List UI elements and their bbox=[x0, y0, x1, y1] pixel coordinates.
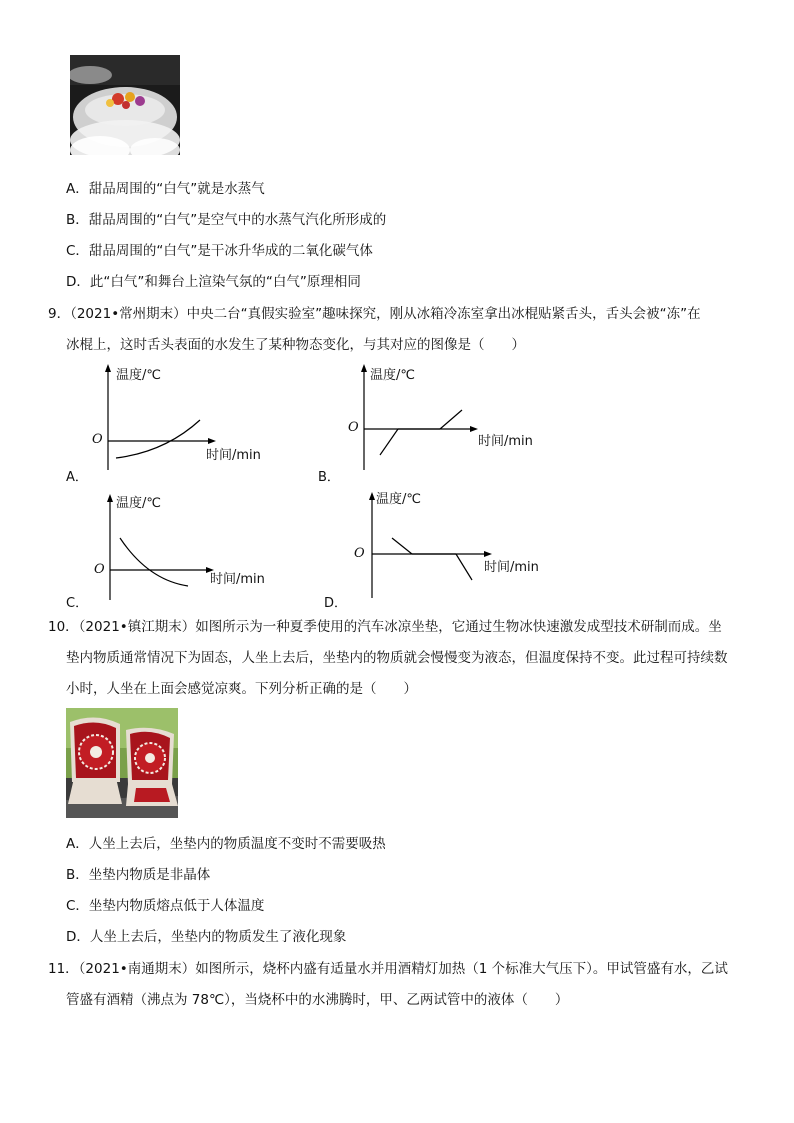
q10-option-c: C．坐垫内物质熔点低于人体温度 bbox=[66, 898, 265, 914]
graph-a bbox=[60, 362, 300, 486]
q11-stem-line1: 11．（2021•南通期末）如图所示，烧杯内盛有适量水并用酒精灯加热（1 个标准大气压下）。甲试管盛有水，乙试 bbox=[48, 961, 728, 977]
graph-c-xlabel: 时间/min bbox=[210, 572, 265, 587]
graph-a-svg bbox=[60, 362, 300, 486]
graph-a-ylabel: 温度/℃ bbox=[116, 368, 161, 383]
graph-d-xlabel: 时间/min bbox=[484, 560, 539, 575]
q8-option-c: C．甜品周围的“白气”是干冰升华成的二氧化碳气体 bbox=[66, 243, 373, 259]
graph-d-letter: D． bbox=[324, 596, 348, 611]
graph-c-letter: C． bbox=[66, 596, 89, 611]
graph-a-origin: O bbox=[92, 432, 103, 447]
q10-option-b: B．坐垫内物质是非晶体 bbox=[66, 867, 211, 883]
dessert-photo bbox=[70, 55, 180, 163]
graph-d-origin: O bbox=[354, 546, 365, 561]
graph-b bbox=[314, 362, 554, 486]
q8-option-a: A．甜品周围的“白气”就是水蒸气 bbox=[66, 181, 265, 197]
q10-stem-line3: 小时，人坐在上面会感觉凉爽。下列分析正确的是（ ） bbox=[66, 681, 417, 697]
q9-stem-line1: 9．（2021•常州期末）中央二台“真假实验室”趣味探究，刚从冰箱冷冻室拿出冰棍贴紧舌头，舌头会被“冻”在 bbox=[48, 306, 701, 322]
q9-stem-line2: 冰棍上，这时舌头表面的水发生了某种物态变化，与其对应的图像是（ ） bbox=[66, 337, 525, 353]
graph-b-letter: B． bbox=[318, 470, 340, 485]
q8-option-b: B．甜品周围的“白气”是空气中的水蒸气汽化所形成的 bbox=[66, 212, 387, 228]
graph-a-letter: A． bbox=[66, 470, 88, 485]
graph-c-origin: O bbox=[94, 562, 105, 577]
graph-d bbox=[320, 486, 560, 610]
q10-stem-line2: 垫内物质通常情况下为固态，人坐上去后，坐垫内的物质就会慢慢变为液态，但温度保持不变。此过程可持续数 bbox=[66, 650, 728, 666]
graph-c bbox=[60, 490, 300, 614]
graph-a-xlabel: 时间/min bbox=[206, 448, 261, 463]
graph-b-ylabel: 温度/℃ bbox=[370, 368, 415, 383]
q10-stem-line1: 10．（2021•镇江期末）如图所示为一种夏季使用的汽车冰凉坐垫，它通过生物冰快速激发成型技术研制而成。坐 bbox=[48, 619, 722, 635]
graph-c-svg bbox=[60, 490, 300, 614]
graph-d-ylabel: 温度/℃ bbox=[376, 492, 421, 507]
q11-stem-line2: 管盛有酒精（沸点为 78℃），当烧杯中的水沸腾时，甲、乙两试管中的液体（ ） bbox=[66, 992, 569, 1008]
graph-b-origin: O bbox=[348, 420, 359, 435]
q10-option-a: A．人坐上去后，坐垫内的物质温度不变时不需要吸热 bbox=[66, 836, 386, 852]
q8-option-d: D．此“白气”和舞台上渲染气氛的“白气”原理相同 bbox=[66, 274, 361, 290]
car-seat-cushion-photo bbox=[66, 708, 178, 818]
q10-option-d: D．人坐上去后，坐垫内的物质发生了液化现象 bbox=[66, 929, 347, 945]
graph-b-xlabel: 时间/min bbox=[478, 434, 533, 449]
graph-c-ylabel: 温度/℃ bbox=[116, 496, 161, 511]
